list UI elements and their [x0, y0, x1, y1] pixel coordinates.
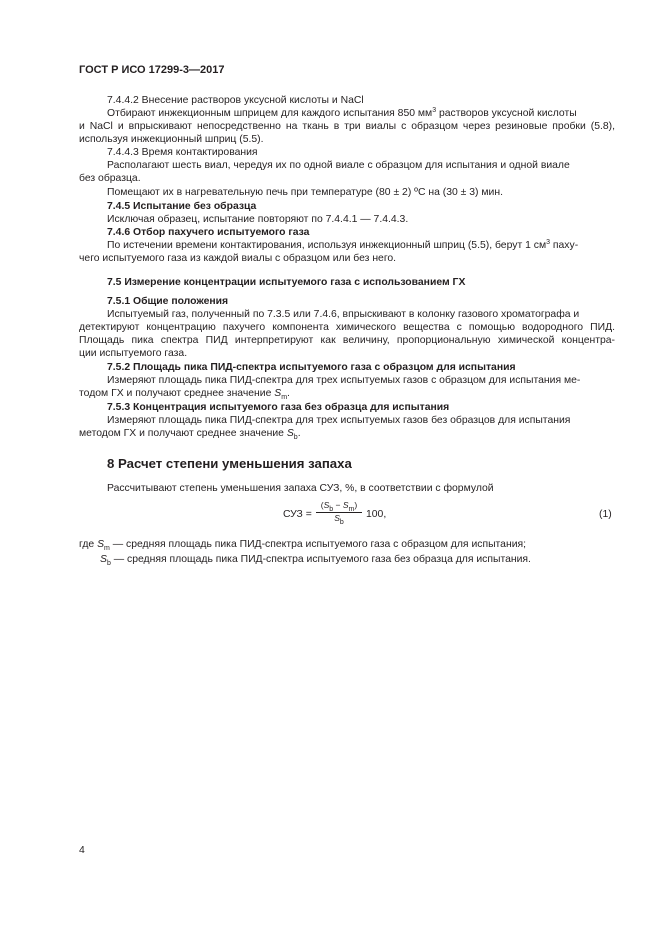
clause-7-4-4-3-line-1: Располагают шесть виал, чередуя их по одной виале с образцом для испытания и одной виале — [107, 160, 570, 171]
clause-7-4-6-line-1: По истечении времени контактирования, используя инжекционный шприц (5.5), берут 1 $см^3$ паху- — [107, 239, 579, 251]
clause-7-4-4-3-line-3: Помещают их в нагревательную печь при температуре (80 ± 2) ºC на (30 ± 3) мин. — [107, 187, 503, 198]
clause-7-4-6-title: 7.4.6 Отбор пахучего испытуемого газа — [107, 227, 310, 238]
formula-fraction — [314, 499, 364, 531]
formula-numerator: $(S_b - S_m)$ — [320, 500, 358, 513]
clause-7-4-4-3-title: 7.4.4.3 Время контактирования — [107, 147, 258, 158]
document-header: ГОСТ Р ИСО 17299-3—2017 — [79, 64, 225, 76]
clause-7-5-3-line-2: методом ГХ и получают среднее значение $S_b$. — [79, 428, 301, 441]
clause-7-5-1-line-2: детектируют концентрацию пахучего компонента химического вещества с помощью водородного ПИД. — [79, 322, 615, 333]
clause-7-4-5-line-1: Исключая образец, испытание повторяют по 7.4.4.1 — 7.4.4.3. — [107, 214, 409, 225]
clause-7-5-title: 7.5 Измерение концентрации испытуемого газа с использованием ГХ — [107, 277, 466, 288]
clause-7-4-4-2-line-1: Отбирают инжекционным шприцем для каждого испытания 850 $мм^3$ растворов уксусной кислоты — [107, 107, 577, 119]
where-line-2: $S_b$ — средняя площадь пика ПИД-спектра испытуемого газа без образца для испытания. — [100, 554, 531, 567]
clause-7-4-4-2-line-2: и NaCl и впрыскивают непосредственно на ткань в три виалы с образцом через резиновые пробки (5.8), — [79, 121, 615, 132]
clause-7-5-2-line-1: Измеряют площадь пика ПИД-спектра для трех испытуемых газов с образцом для испытания ме- — [107, 375, 581, 386]
formula-lhs: СУЗ = — [283, 509, 312, 520]
clause-7-4-4-2-title: 7.4.4.2 Внесение растворов уксусной кислоты и NaCl — [107, 95, 364, 106]
formula-number: (1) — [599, 509, 612, 520]
page-number: 4 — [79, 845, 85, 856]
formula-tail: 100, — [366, 509, 387, 520]
clause-7-5-1-line-1: Испытуемый газ, полученный по 7.3.5 или 7.4.6, впрыскивают в колонку газового хроматографа и — [107, 309, 580, 320]
clause-7-4-6-line-2: чего испытуемого газа из каждой виалы с образцом или без него. — [79, 253, 397, 264]
clause-7-5-1-line-4: ции испытуемого газа. — [79, 348, 188, 359]
formula-denominator: $S_b$ — [334, 513, 344, 526]
clause-7-5-3-title: 7.5.3 Концентрация испытуемого газа без образца для испытания — [107, 402, 450, 413]
clause-7-5-2-line-2: тодом ГХ и получают среднее значение $S_m$. — [79, 388, 290, 401]
section-8-intro: Рассчитывают степень уменьшения запаха СУЗ, %, в соответствии с формулой — [107, 483, 494, 494]
clause-7-5-2-title: 7.5.2 Площадь пика ПИД-спектра испытуемого газа с образцом для испытания — [107, 362, 516, 373]
clause-7-5-1-line-3: Площадь пика спектра ПИД интерпретируют как величину, пропорциональную химической концентра- — [79, 335, 615, 346]
where-line-1: где $S_m$ — средняя площадь пика ПИД-спектра испытуемого газа с образцом для испытания; — [79, 539, 527, 552]
clause-7-5-3-line-1: Измеряют площадь пика ПИД-спектра для трех испытуемых газов без образцов для испытания — [107, 415, 571, 426]
clause-7-4-4-2-line-3: используя инжекционный шприц (5.5). — [79, 134, 264, 145]
clause-7-4-5-title: 7.4.5 Испытание без образца — [107, 201, 257, 212]
clause-7-4-4-3-line-2: без образца. — [79, 173, 141, 184]
section-8-title: 8 Расчет степени уменьшения запаха — [107, 456, 352, 471]
clause-7-5-1-title: 7.5.1 Общие положения — [107, 296, 229, 307]
